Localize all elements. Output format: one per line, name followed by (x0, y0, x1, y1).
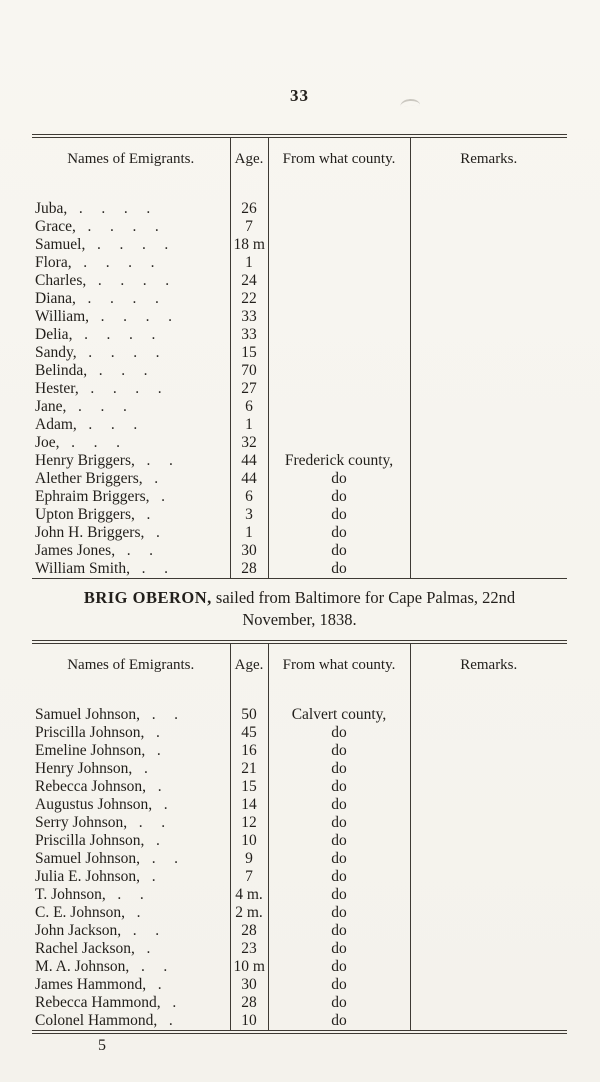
emigrant-age-cell: 44 (230, 452, 268, 470)
emigrant-remarks-cell (410, 488, 567, 506)
emigrant-row (32, 344, 567, 362)
emigrant-age-cell: 2 m. (230, 904, 268, 922)
leader-dots: . . . . (84, 326, 156, 343)
emigrant-age-cell: 10 m (230, 958, 268, 976)
emigrant-row (32, 200, 567, 218)
emigrant-row (32, 218, 567, 236)
emigrant-name-cell (32, 254, 230, 272)
emigrant-age-cell: 7 (230, 218, 268, 236)
emigrant-name: Alether Briggers, (35, 470, 143, 487)
heading-line2: November, 1838. (242, 610, 357, 629)
emigrant-county-cell: do (268, 542, 410, 560)
emigrant-county-cell: do (268, 922, 410, 940)
emigrant-row (32, 434, 567, 452)
emigrant-county-cell: do (268, 778, 410, 796)
emigrant-name: Emeline Johnson, (35, 742, 146, 759)
emigrant-county-cell (268, 398, 410, 416)
emigrant-age-cell: 22 (230, 290, 268, 308)
emigrant-age-cell: 27 (230, 380, 268, 398)
emigrant-age-cell: 30 (230, 542, 268, 560)
emigrant-county-cell: do (268, 850, 410, 868)
emigrant-age-cell: 1 (230, 254, 268, 272)
leader-dots: . (146, 940, 151, 957)
emigrant-row (32, 832, 567, 850)
leader-dots: . . . . (87, 290, 159, 307)
leader-dots: . (172, 994, 177, 1011)
emigrant-name-cell (32, 326, 230, 344)
emigrant-remarks-cell (410, 868, 567, 886)
emigrant-age-cell: 28 (230, 560, 268, 579)
emigrant-name-cell (32, 868, 230, 886)
emigrant-age-cell: 18 m (230, 236, 268, 254)
emigrant-remarks-cell (410, 958, 567, 976)
page-number: 33 (290, 86, 309, 105)
emigrant-age-cell: 32 (230, 434, 268, 452)
emigrant-age-cell: 15 (230, 778, 268, 796)
emigrant-age-cell: 23 (230, 940, 268, 958)
table-1-header-row (32, 138, 567, 200)
emigrant-county-cell (268, 236, 410, 254)
leader-dots: . (136, 904, 141, 921)
signature-mark: 5 (98, 1037, 106, 1054)
emigrant-name: Flora, (35, 254, 72, 271)
leader-dots: . (157, 778, 162, 795)
emigrant-table-1-grid (32, 138, 567, 579)
emigrant-county-cell: do (268, 814, 410, 832)
leader-dots: . . (132, 922, 160, 939)
emigrant-county-cell (268, 326, 410, 344)
emigrant-remarks-cell (410, 778, 567, 796)
emigrant-age-cell: 1 (230, 524, 268, 542)
emigrant-table-2-grid (32, 644, 567, 1030)
emigrant-name-cell (32, 904, 230, 922)
leader-dots: . . (140, 958, 168, 975)
leader-dots: . . . . (100, 308, 172, 325)
emigrant-age-cell: 1 (230, 416, 268, 434)
emigrant-remarks-cell (410, 254, 567, 272)
emigrant-row (32, 326, 567, 344)
emigrant-name-cell (32, 398, 230, 416)
emigrant-name-cell (32, 308, 230, 326)
emigrant-name-cell (32, 344, 230, 362)
emigrant-county-cell: do (268, 904, 410, 922)
leader-dots: . . . . (83, 254, 155, 271)
leader-dots: . (143, 760, 148, 777)
emigrant-age-cell: 10 (230, 1012, 268, 1030)
emigrant-age-cell: 24 (230, 272, 268, 290)
emigrant-name: Belinda, (35, 362, 88, 379)
emigrant-name-cell (32, 470, 230, 488)
emigrant-row (32, 254, 567, 272)
emigrant-name: John H. Briggers, (35, 524, 145, 541)
emigrant-age-cell: 45 (230, 724, 268, 742)
emigrant-name: Upton Briggers, (35, 506, 135, 523)
column-header-names: Names of Emigrants. (67, 151, 195, 167)
emigrant-name-cell (32, 832, 230, 850)
column-header-county: From what county. (268, 138, 410, 200)
leader-dots: . . (138, 814, 166, 831)
emigrant-county-cell: do (268, 796, 410, 814)
emigrant-name-cell (32, 940, 230, 958)
emigrant-remarks-cell (410, 724, 567, 742)
emigrant-county-cell (268, 344, 410, 362)
emigrant-age-cell: 70 (230, 362, 268, 380)
emigrant-row (32, 542, 567, 560)
leader-dots: . . (151, 850, 179, 867)
emigrant-remarks-cell (410, 434, 567, 452)
emigrant-county-cell: do (268, 742, 410, 760)
emigrant-name-cell (32, 742, 230, 760)
emigrant-county-cell: do (268, 994, 410, 1012)
emigrant-name: T. Johnson, (35, 886, 106, 903)
emigrant-county-cell: do (268, 560, 410, 579)
emigrant-name: Adam, (35, 416, 77, 433)
emigrant-row (32, 706, 567, 724)
brig-oberon-heading (32, 587, 567, 631)
emigrant-name-cell (32, 760, 230, 778)
emigrant-row (32, 724, 567, 742)
leader-dots: . . . . (78, 200, 151, 217)
emigrant-name-cell (32, 506, 230, 524)
emigrant-name-cell (32, 488, 230, 506)
emigrant-name: Samuel Johnson, (35, 850, 141, 867)
emigrant-row (32, 796, 567, 814)
heading-line1-rest: sailed from Baltimore for Cape Palmas, 22nd (211, 588, 516, 607)
emigrant-name: Hester, (35, 380, 79, 397)
emigrant-remarks-cell (410, 326, 567, 344)
emigrant-remarks-cell (410, 922, 567, 940)
leader-dots: . . . . (97, 272, 170, 289)
emigrant-age-cell: 26 (230, 200, 268, 218)
emigrant-remarks-cell (410, 940, 567, 958)
emigrant-row (32, 470, 567, 488)
leader-dots: . (156, 742, 161, 759)
emigrant-table-1 (32, 134, 567, 579)
leader-dots: . (163, 796, 168, 813)
emigrant-remarks-cell (410, 470, 567, 488)
emigrant-row (32, 272, 567, 290)
emigrant-name: John Jackson, (35, 922, 122, 939)
emigrant-name: Samuel, (35, 236, 86, 253)
emigrant-row (32, 380, 567, 398)
emigrant-row (32, 1012, 567, 1030)
column-header-county: From what county. (268, 644, 410, 706)
leader-dots: . (161, 488, 166, 505)
emigrant-row (32, 922, 567, 940)
emigrant-row (32, 886, 567, 904)
leader-dots: . . (146, 452, 173, 469)
emigrant-name: Ephraim Briggers, (35, 488, 150, 505)
emigrant-county-cell: do (268, 470, 410, 488)
emigrant-county-cell: do (268, 958, 410, 976)
leader-dots: . . . (71, 434, 120, 451)
leader-dots: . (151, 868, 156, 885)
emigrant-name: William, (35, 308, 90, 325)
emigrant-name: Colonel Hammond, (35, 1012, 158, 1029)
emigrant-age-cell: 7 (230, 868, 268, 886)
emigrant-name: C. E. Johnson, (35, 904, 125, 921)
emigrant-name-cell (32, 706, 230, 724)
emigrant-name-cell (32, 922, 230, 940)
leader-dots: . (168, 1012, 173, 1029)
emigrant-remarks-cell (410, 832, 567, 850)
emigrant-remarks-cell (410, 452, 567, 470)
emigrant-remarks-cell (410, 796, 567, 814)
emigrant-name-cell (32, 236, 230, 254)
emigrant-age-cell: 28 (230, 994, 268, 1012)
emigrant-row (32, 488, 567, 506)
emigrant-name: M. A. Johnson, (35, 958, 130, 975)
emigrant-row (32, 452, 567, 470)
emigrant-name-cell (32, 218, 230, 236)
emigrant-remarks-cell (410, 742, 567, 760)
emigrant-name-cell (32, 958, 230, 976)
emigrant-age-cell: 33 (230, 308, 268, 326)
emigrant-remarks-cell (410, 200, 567, 218)
emigrant-county-cell: do (268, 1012, 410, 1030)
emigrant-age-cell: 10 (230, 832, 268, 850)
column-header-remarks: Remarks. (410, 644, 567, 706)
emigrant-name-cell (32, 362, 230, 380)
emigrant-name: Priscilla Johnson, (35, 724, 145, 741)
emigrant-name-cell (32, 886, 230, 904)
emigrant-county-cell: Calvert county, (268, 706, 410, 724)
emigrant-county-cell (268, 290, 410, 308)
emigrant-name: Priscilla Johnson, (35, 832, 145, 849)
emigrant-county-cell (268, 308, 410, 326)
emigrant-age-cell: 6 (230, 398, 268, 416)
emigrant-row (32, 308, 567, 326)
emigrant-name-cell (32, 814, 230, 832)
emigrant-county-cell: do (268, 760, 410, 778)
leader-dots: . . (151, 706, 179, 723)
leader-dots: . . . (88, 416, 138, 433)
leader-dots: . . . (98, 362, 148, 379)
emigrant-remarks-cell (410, 542, 567, 560)
emigrant-name-cell (32, 434, 230, 452)
emigrant-age-cell: 16 (230, 742, 268, 760)
emigrant-age-cell: 28 (230, 922, 268, 940)
emigrant-age-cell: 21 (230, 760, 268, 778)
emigrant-row (32, 416, 567, 434)
emigrant-name: Serry Johnson, (35, 814, 128, 831)
emigrant-row (32, 994, 567, 1012)
emigrant-name-cell (32, 524, 230, 542)
emigrant-remarks-cell (410, 560, 567, 579)
emigrant-row (32, 976, 567, 994)
emigrant-age-cell: 9 (230, 850, 268, 868)
emigrant-remarks-cell (410, 760, 567, 778)
emigrant-row (32, 850, 567, 868)
emigrant-remarks-cell (410, 290, 567, 308)
emigrant-name: Charles, (35, 272, 87, 289)
emigrant-age-cell: 44 (230, 470, 268, 488)
emigrant-age-cell: 15 (230, 344, 268, 362)
emigrant-remarks-cell (410, 886, 567, 904)
leader-dots: . . . . (97, 236, 169, 253)
emigrant-name: Henry Briggers, (35, 452, 135, 469)
emigrant-county-cell: do (268, 724, 410, 742)
emigrant-remarks-cell (410, 524, 567, 542)
leader-dots: . (154, 470, 159, 487)
emigrant-remarks-cell (410, 362, 567, 380)
emigrant-name: Augustus Johnson, (35, 796, 153, 813)
emigrant-age-cell: 14 (230, 796, 268, 814)
emigrant-remarks-cell (410, 1012, 567, 1030)
emigrant-county-cell (268, 218, 410, 236)
emigrant-row (32, 904, 567, 922)
leader-dots: . . . . (90, 380, 162, 397)
emigrant-name: Diana, (35, 290, 76, 307)
emigrant-county-cell: do (268, 506, 410, 524)
emigrant-remarks-cell (410, 380, 567, 398)
leader-dots: . . (126, 542, 154, 559)
emigrant-row (32, 506, 567, 524)
emigrant-remarks-cell (410, 994, 567, 1012)
emigrant-county-cell (268, 200, 410, 218)
leader-dots: . (146, 506, 151, 523)
emigrant-county-cell: do (268, 976, 410, 994)
emigrant-age-cell: 3 (230, 506, 268, 524)
column-header-age: Age. (230, 644, 268, 706)
emigrant-age-cell: 6 (230, 488, 268, 506)
emigrant-name-cell (32, 976, 230, 994)
emigrant-name-cell (32, 796, 230, 814)
leader-dots: . . . . (87, 218, 159, 235)
emigrant-age-cell: 4 m. (230, 886, 268, 904)
emigrant-remarks-cell (410, 218, 567, 236)
emigrant-county-cell: do (268, 886, 410, 904)
table-2-header-row (32, 644, 567, 706)
leader-dots: . . . (78, 398, 127, 415)
emigrant-remarks-cell (410, 308, 567, 326)
emigrant-row (32, 398, 567, 416)
emigrant-name: Rebecca Johnson, (35, 778, 147, 795)
emigrant-row (32, 868, 567, 886)
emigrant-county-cell (268, 272, 410, 290)
emigrant-row (32, 940, 567, 958)
emigrant-name: Henry Johnson, (35, 760, 133, 777)
emigrant-row (32, 290, 567, 308)
column-header-remarks: Remarks. (410, 138, 567, 200)
column-header-age: Age. (230, 138, 268, 200)
emigrant-name-cell (32, 778, 230, 796)
emigrant-name: William Smith, (35, 560, 130, 577)
emigrant-age-cell: 30 (230, 976, 268, 994)
leader-dots: . (156, 724, 160, 741)
leader-dots: . (156, 832, 160, 849)
emigrant-row (32, 742, 567, 760)
emigrant-name-cell (32, 850, 230, 868)
emigrant-name-cell (32, 724, 230, 742)
emigrant-county-cell (268, 416, 410, 434)
emigrant-name-cell (32, 1012, 230, 1030)
emigrant-table-2 (32, 640, 567, 1034)
emigrant-age-cell: 50 (230, 706, 268, 724)
emigrant-county-cell (268, 362, 410, 380)
emigrant-county-cell: Frederick county, (268, 452, 410, 470)
leader-dots: . (157, 976, 162, 993)
table-2-bottom-rule (32, 1030, 567, 1034)
leader-dots: . . . . (88, 344, 160, 361)
emigrant-name: James Jones, (35, 542, 116, 559)
emigrant-name-cell (32, 994, 230, 1012)
emigrant-name: Juba, (35, 200, 68, 217)
emigrant-remarks-cell (410, 976, 567, 994)
leader-dots: . . (117, 886, 144, 903)
leader-dots: . . (141, 560, 168, 577)
emigrant-name-cell (32, 272, 230, 290)
emigrant-remarks-cell (410, 398, 567, 416)
leader-dots: . (155, 524, 160, 541)
emigrant-remarks-cell (410, 506, 567, 524)
emigrant-remarks-cell (410, 344, 567, 362)
emigrant-name-cell (32, 452, 230, 470)
emigrant-name-cell (32, 380, 230, 398)
emigrant-county-cell: do (268, 524, 410, 542)
emigrant-remarks-cell (410, 904, 567, 922)
emigrant-county-cell: do (268, 940, 410, 958)
emigrant-row (32, 814, 567, 832)
emigrant-name: James Hammond, (35, 976, 147, 993)
emigrant-remarks-cell (410, 272, 567, 290)
emigrant-name-cell (32, 290, 230, 308)
emigrant-name: Rachel Jackson, (35, 940, 135, 957)
emigrant-name-cell (32, 416, 230, 434)
column-header-names: Names of Emigrants. (67, 657, 195, 673)
emigrant-remarks-cell (410, 850, 567, 868)
emigrant-name: Delia, (35, 326, 73, 343)
emigrant-age-cell: 12 (230, 814, 268, 832)
emigrant-county-cell (268, 380, 410, 398)
vessel-name: BRIG OBERON, (83, 588, 212, 607)
emigrant-row (32, 236, 567, 254)
emigrant-name: Julia E. Johnson, (35, 868, 141, 885)
emigrant-county-cell: do (268, 868, 410, 886)
emigrant-row (32, 560, 567, 579)
emigrant-row (32, 778, 567, 796)
emigrant-name: Samuel Johnson, (35, 706, 141, 723)
emigrant-name-cell (32, 200, 230, 218)
emigrant-row (32, 362, 567, 380)
emigrant-name-cell (32, 542, 230, 560)
emigrant-name: Jane, (35, 398, 67, 415)
emigrant-row (32, 760, 567, 778)
emigrant-name: Joe, (35, 434, 60, 451)
emigrant-name: Rebecca Hammond, (35, 994, 161, 1011)
emigrant-county-cell: do (268, 488, 410, 506)
emigrant-row (32, 524, 567, 542)
emigrant-remarks-cell (410, 706, 567, 724)
emigrant-county-cell (268, 434, 410, 452)
emigrant-row (32, 958, 567, 976)
emigrant-county-cell: do (268, 832, 410, 850)
emigrant-county-cell (268, 254, 410, 272)
emigrant-name-cell (32, 560, 230, 579)
emigrant-name: Grace, (35, 218, 76, 235)
emigrant-remarks-cell (410, 416, 567, 434)
emigrant-remarks-cell (410, 236, 567, 254)
emigrant-remarks-cell (410, 814, 567, 832)
emigrant-age-cell: 33 (230, 326, 268, 344)
emigrant-name: Sandy, (35, 344, 77, 361)
